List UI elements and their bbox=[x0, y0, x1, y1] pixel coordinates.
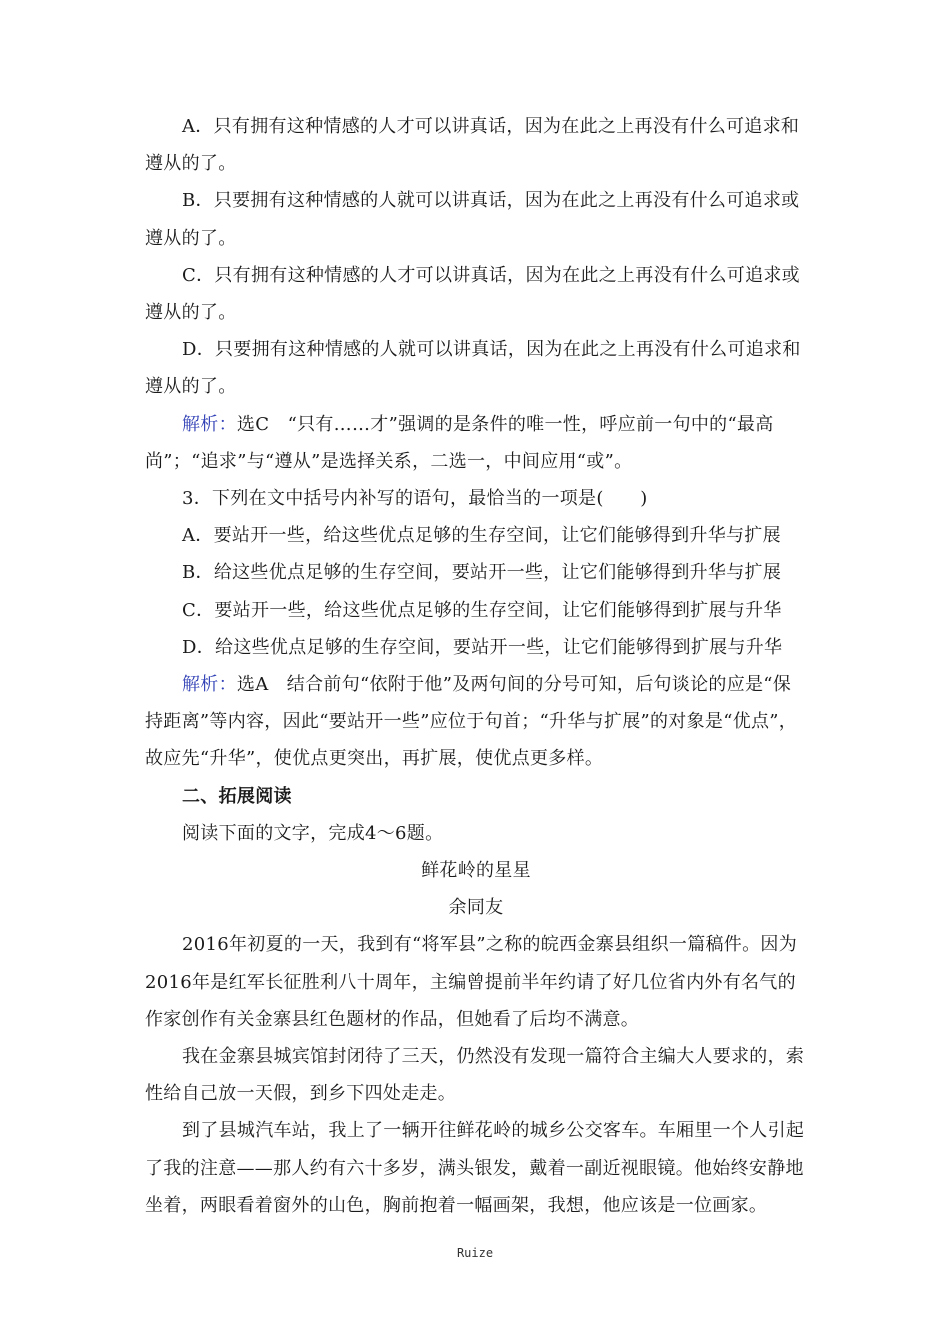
q3-option-b: B．给这些优点足够的生存空间，要站开一些，让它们能够得到升华与扩展 bbox=[182, 562, 782, 584]
article-paragraph: 到了县城汽车站，我上了一辆开往鲜花岭的城乡公交客车。车厢里一个人引起了我的注意——那人约有六十多岁，满头银发，戴着一副近视眼镜。他始终安静地坐着，两眼看着窗外的山色，胸前抱着一幅画架，我想，他应该是一位画家。 bbox=[145, 1120, 805, 1216]
article-paragraph: 我在金寨县城宾馆封闭待了三天，仍然没有发现一篇符合主编大人要求的，索性给自己放一天假，到乡下四处走走。 bbox=[145, 1046, 805, 1105]
section-instruction: 阅读下面的文字，完成4～6题。 bbox=[182, 822, 444, 844]
article-author: 余同友 bbox=[448, 897, 504, 919]
q3-question: 3．下列在文中括号内补写的语句，最恰当的一项是( ) bbox=[182, 488, 648, 510]
q3-analysis bbox=[145, 666, 807, 778]
document-page bbox=[145, 108, 807, 1224]
analysis-label: 解析： bbox=[182, 674, 237, 696]
page-footer: Ruize bbox=[456, 1246, 494, 1260]
article-title: 鲜花岭的星星 bbox=[421, 860, 531, 882]
q2-option-c: C．只有拥有这种情感的人才可以讲真话，因为在此之上再没有什么可追求或遵从的了。 bbox=[145, 264, 800, 324]
q3-analysis-text: 选A 结合前句“依附于他”及两句间的分号可知，后句谈论的应是“保持距离”等内容，因此“要站开一些”应位于句首；“升华与扩展”的对象是“优点”，故应先“升华”，使优点更突出，再扩展，使优点更多样。 bbox=[145, 674, 798, 770]
analysis-label: 解析： bbox=[182, 413, 237, 435]
q2-option-a: A．只有拥有这种情感的人才可以讲真话，因为在此之上再没有什么可追求和遵从的了。 bbox=[145, 116, 800, 175]
q2-analysis bbox=[145, 406, 807, 480]
q2-option-d: D．只要拥有这种情感的人就可以讲真话，因为在此之上再没有什么可追求和遵从的了。 bbox=[145, 339, 801, 398]
q3-option-a: A．要站开一些，给这些优点足够的生存空间，让它们能够得到升华与扩展 bbox=[182, 525, 781, 547]
q2-analysis-text: 选C “只有……才”强调的是条件的唯一性，呼应前一句中的“最高尚”；“追求”与“遵从”是选择关系，二选一，中间应用“或”。 bbox=[145, 413, 774, 472]
q2-option-b: B．只要拥有这种情感的人就可以讲真话，因为在此之上再没有什么可追求或遵从的了。 bbox=[145, 190, 800, 249]
q3-option-c: C．要站开一些，给这些优点足够的生存空间，让它们能够得到扩展与升华 bbox=[182, 599, 782, 621]
article-paragraph: 2016年初夏的一天，我到有“将军县”之称的皖西金寨县组织一篇稿件。因为2016年是红军长征胜利八十周年，主编曾提前半年约请了好几位省内外有名气的作家创作有关金寨县红色题材的作品，但她看了后均不满意。 bbox=[145, 934, 798, 1030]
q3-option-d: D．给这些优点足够的生存空间，要站开一些，让它们能够得到扩展与升华 bbox=[182, 636, 783, 658]
section-heading: 二、拓展阅读 bbox=[182, 785, 292, 807]
